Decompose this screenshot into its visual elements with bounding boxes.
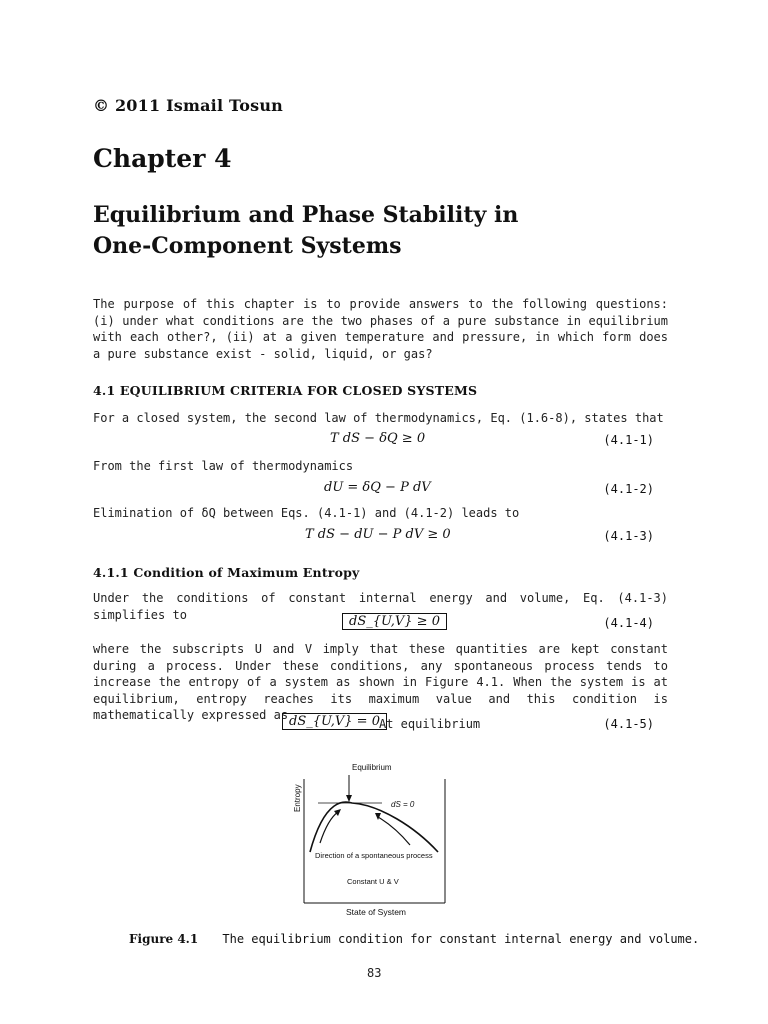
figure-caption-text: The equilibrium condition for constant internal energy and volume. (222, 932, 700, 946)
equilibrium-arrow-head (346, 795, 352, 802)
equation-4-1-4: dS_{U,V} ≥ 0 (342, 613, 447, 630)
equation-number-4-1-2: (4.1-2) (603, 482, 654, 496)
constant-uv-label: Constant U & V (347, 877, 399, 886)
equation-4-1-2: dU = δQ − P dV (324, 480, 431, 495)
direction-label: Direction of a spontaneous process (315, 851, 433, 860)
figure-caption (129, 928, 699, 947)
left-process-arrow (320, 812, 338, 843)
equation-4-1-5: dS_{U,V} = 0 (282, 713, 387, 730)
section-4-1-1-paragraph-2: where the subscripts U and V imply that these quantities are kept constant during a process. Under these conditions, any spontaneous process tends to increase the entropy of a system as shown in Figure 4.1. When the system is at equilibrium, entropy reaches its maximum value and this condition is mathematically expressed as (93, 642, 668, 722)
section-4-1-heading: 4.1 EQUILIBRIUM CRITERIA FOR CLOSED SYSTEMS (93, 383, 478, 398)
equation-number-4-1-4: (4.1-4) (603, 616, 654, 630)
equation-number-4-1-1: (4.1-1) (603, 433, 654, 447)
section-4-1-paragraph-1: For a closed system, the second law of thermodynamics, Eq. (1.6-8), states that (93, 411, 664, 425)
y-axis-label: Entropy (293, 784, 302, 812)
equation-4-1-3: T dS − dU − P dV ≥ 0 (305, 527, 451, 542)
chapter-title (93, 200, 693, 262)
equation-4-1-5-note: At equilibrium (379, 717, 481, 731)
right-process-arrow (378, 817, 410, 845)
equation-number-4-1-5: (4.1-5) (603, 717, 654, 731)
chapter-title-line-1: Equilibrium and Phase Stability in (93, 202, 519, 228)
entropy-curve (310, 802, 438, 852)
equation-number-4-1-3: (4.1-3) (603, 529, 654, 543)
figure-caption-label: Figure 4.1 (129, 932, 199, 946)
page-number: 83 (367, 966, 382, 980)
section-4-1-1-heading: 4.1.1 Condition of Maximum Entropy (93, 565, 360, 580)
section-4-1-1-paragraph-1: Under the conditions of constant internal energy and volume, Eq. (4.1-3) simplifies to (93, 591, 668, 622)
chapter-title-line-2: One-Component Systems (93, 233, 402, 259)
section-4-1-paragraph-3: Elimination of δQ between Eqs. (4.1-1) and (4.1-2) leads to (93, 506, 520, 520)
x-axis-label: State of System (346, 907, 406, 917)
equilibrium-label: Equilibrium (352, 763, 392, 772)
intro-paragraph: The purpose of this chapter is to provide answers to the following questions: (i) under what conditions are the two phases of a pure substance in equilibrium with each other?, (ii) at a given temperature and pressure, in which form does a pure substance exist - solid, liquid, or gas? (93, 297, 668, 361)
copyright-line: © 2011 Ismail Tosun (93, 96, 284, 115)
section-4-1-paragraph-2: From the first law of thermodynamics (93, 459, 354, 473)
equation-4-1-1: T dS − δQ ≥ 0 (330, 431, 426, 446)
ds-zero-label: dS = 0 (391, 800, 415, 809)
figure-4-1-diagram (280, 757, 480, 922)
chapter-heading: Chapter 4 (93, 144, 232, 173)
